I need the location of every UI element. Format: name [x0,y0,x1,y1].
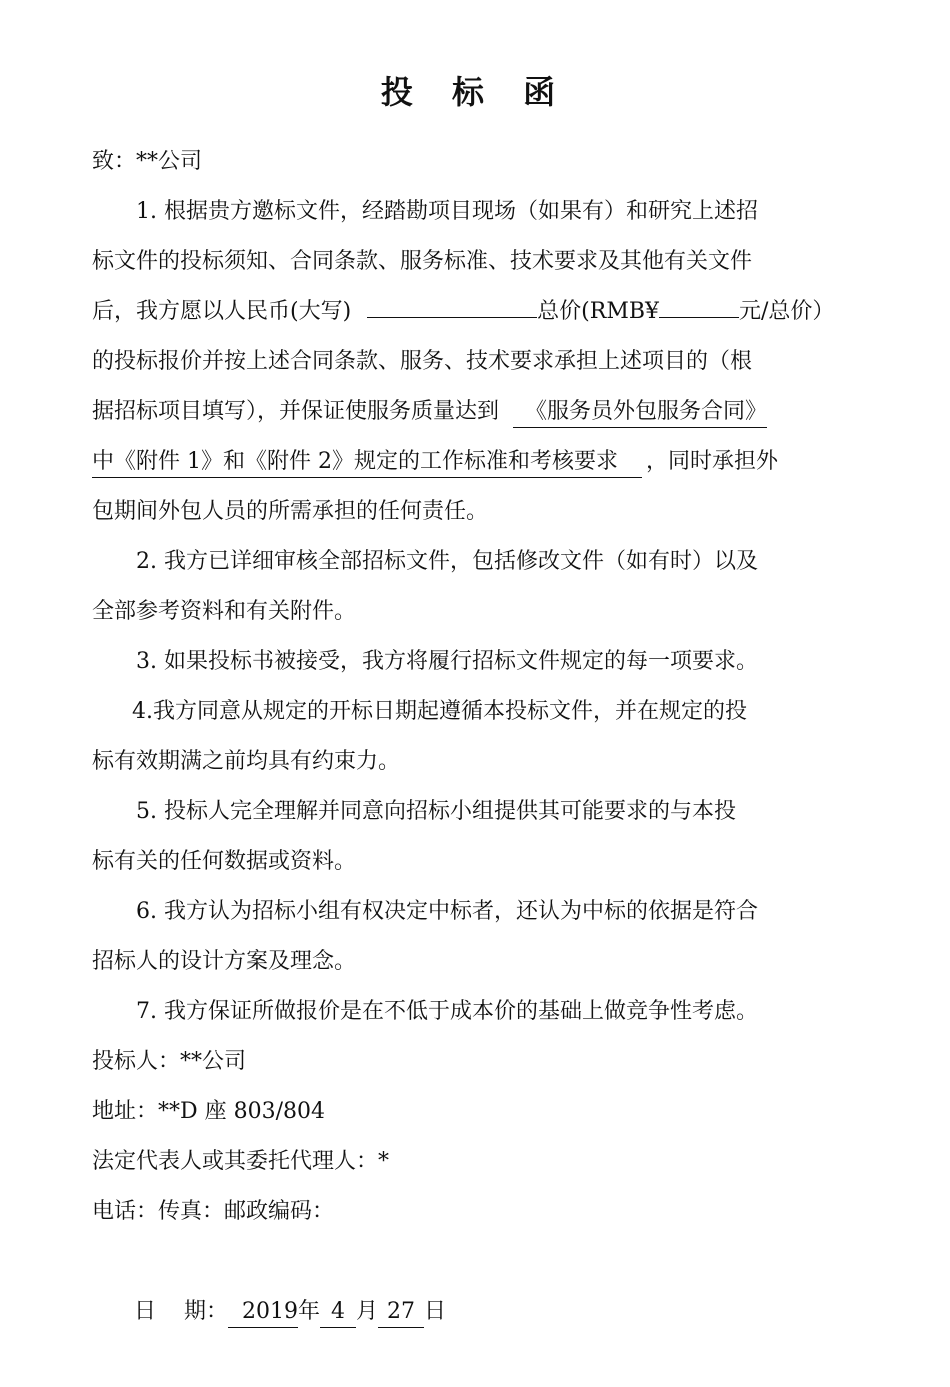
para1-line3 [92,287,862,337]
date-month-value: 4 [330,1299,345,1324]
para1-line1: 1. 根据贵方邀标文件，经踏勘项目现场（如果有）和研究上述招 [136,199,758,224]
para1-line6 [92,437,862,487]
para3-line1: 3. 如果投标书被接受，我方将履行招标文件规定的每一项要求。 [136,649,758,674]
para6-line1: 6. 我方认为招标小组有权决定中标者，还认为中标的依据是符合 [136,899,758,924]
para5-line2: 标有关的任何数据或资料。 [92,849,357,874]
para1-line6-tail: ，同时承担外 [645,449,778,474]
para5-line1: 5. 投标人完全理解并同意向招标小组提供其可能要求的与本投 [136,799,736,824]
date-day-value: 27 [386,1299,415,1324]
para1-line2: 标文件的投标须知、合同条款、服务标准、技术要求及其他有关文件 [92,249,753,274]
para6-line2: 招标人的设计方案及理念。 [92,949,357,974]
representative-line: 法定代表人或其委托代理人：* [92,1149,390,1174]
price-unit-label: 元/总价） [739,299,835,324]
price-number-blank [659,317,739,318]
date-line [92,1237,862,1324]
contract-name-underlined [513,397,767,428]
date-year [228,1297,298,1328]
address-line: 地址：**D 座 803/804 [92,1099,326,1124]
para7-line1: 7. 我方保证所做报价是在不低于成本价的基础上做竞争性考虑。 [136,999,758,1024]
date-month [320,1297,356,1328]
bidder-line: 投标人：**公司 [92,1049,247,1074]
date-month-unit: 月 [355,1299,378,1324]
para1-line7: 包期间外包人员的所需承担的任何责任。 [92,499,489,524]
para4-line2: 标有效期满之前均具有约束力。 [92,749,401,774]
date-year-unit: 年 [297,1299,320,1324]
date-day [378,1297,424,1328]
standards-underlined [92,447,642,478]
price-rmb-label: 总价(RMB¥ [537,299,660,324]
date-label: 日 期： [133,1299,228,1324]
date-day-unit: 日 [423,1299,446,1324]
addressee-line: 致：**公司 [92,149,203,174]
contact-line: 电话：传真：邮政编码： [92,1199,335,1224]
contract-name-text: 《服务员外包服务合同》 [525,399,768,424]
para1-line5-text: 据招标项目填写），并保证使服务质量达到 [92,399,500,424]
para1-line5 [92,387,862,437]
document-title: 投 标 函 [380,73,570,111]
date-year-value: 2019 [241,1299,298,1324]
para2-line1: 2. 我方已详细审核全部招标文件，包括修改文件（如有时）以及 [136,549,758,574]
price-words-blank [367,317,537,318]
price-words-label: 后，我方愿以人民币(大写) [92,299,352,324]
standards-text: 中《附件 1》和《附件 2》规定的工作标准和考核要求 [92,449,618,474]
para2-line2: 全部参考资料和有关附件。 [92,599,357,624]
para1-line4: 的投标报价并按上述合同条款、服务、技术要求承担上述项目的（根 [92,349,753,374]
letter-body [92,137,862,1324]
para4-line1: 4.我方同意从规定的开标日期起遵循本投标文件，并在规定的投 [132,699,747,724]
